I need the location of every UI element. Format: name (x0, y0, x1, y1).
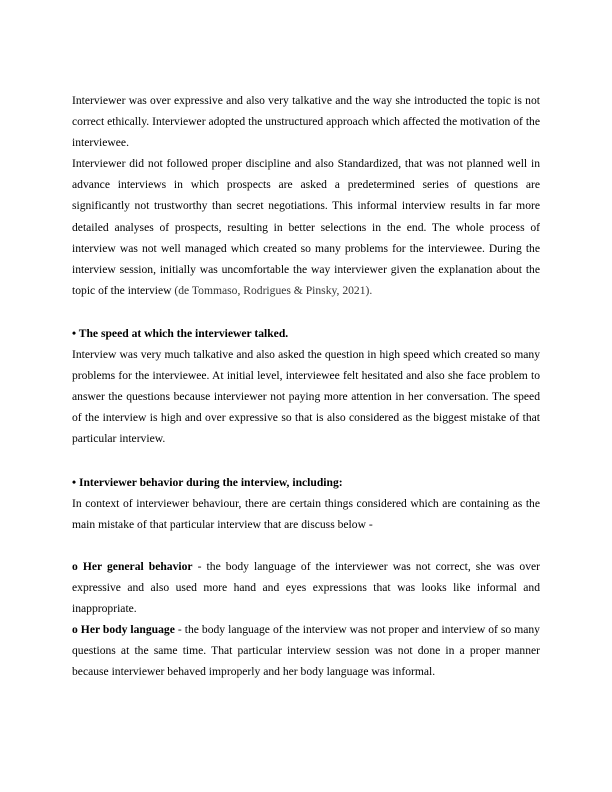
label-body-language: o Her body language (72, 623, 175, 637)
paragraph-behavior: In context of interviewer behaviour, there are certain things considered which are containing as the main mistake of that particular interview that are discuss below - (72, 496, 540, 531)
heading-behavior: • Interviewer behavior during the interview, including: (72, 475, 343, 489)
paragraph-general-behavior (72, 556, 540, 619)
document-body (72, 90, 540, 682)
heading-speed: • The speed at which the interviewer talked. (72, 326, 289, 340)
paragraph-discipline-text: Interviewer did not followed proper discipline and also Standardized, that was not planned well in advance interviews in which prospects are asked a predetermined series of questions are significantly not trustworthy than secret negotiations. This informal interview results in far more detailed analyses of prospects, resulting in better selections in the end. The whole process of interview was not well managed which created so many problems for the interviewee. During the interview session, initially was uncomfortable the way interviewer given the explanation about the topic of the interview (72, 157, 540, 297)
paragraph-speed: Interview was very much talkative and also asked the question in high speed which created so many problems for the interviewee. At initial level, interviewee felt hesitated and also she face problem to answer the questions because interviewer not paying more attention in her conversation. The speed of the interview is high and over expressive so that is also considered as the biggest mistake of that particular interview. (72, 348, 540, 446)
spacer (72, 301, 540, 323)
citation: (de Tommaso, Rodrigues & Pinsky, 2021). (174, 283, 373, 297)
spacer (72, 535, 540, 556)
label-general-behavior: o Her general behavior (72, 559, 193, 573)
spacer (72, 450, 540, 472)
text-body-language: - the body language of the interview was not proper and interview of so many questions at the same time. That particular interview session was not done in a proper manner because interviewer behaved improperly and her body language was informal. (72, 623, 540, 679)
text-general-behavior: - the body language of the interviewer was not correct, she was over expressive and also used more hand and eyes expressions that was looks like informal and inappropriate. (72, 559, 541, 615)
paragraph-body-language (72, 619, 540, 682)
paragraph-intro: Interviewer was over expressive and also very talkative and the way she introducted the topic is not correct ethically. Interviewer adopted the unstructured approach which affected the motivation of the interviewee. (72, 94, 540, 150)
paragraph-discipline (72, 153, 540, 301)
